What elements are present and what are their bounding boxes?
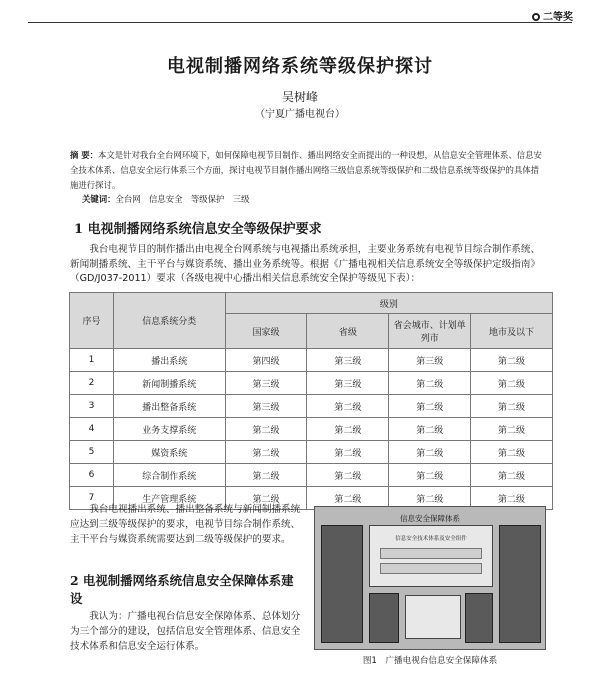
table-cell: 第二级	[389, 464, 471, 487]
table-cell: 第二级	[389, 395, 471, 418]
table-cell: 综合制作系统	[113, 464, 225, 487]
circle-icon	[532, 13, 540, 21]
paragraph-levels: 我台电视播出系统、播出整备系统与新闻制播系统应达到三级等级保护的要求，电视节目综合制作系统、主干平台与媒资系统需要达到二级等级保护的要求。	[70, 504, 301, 545]
table-cell: 6	[70, 464, 114, 487]
table-cell: 业务支撑系统	[113, 418, 225, 441]
table-row	[70, 349, 553, 372]
table-cell: 第二级	[307, 418, 389, 441]
security-level-table	[69, 292, 553, 510]
center-panel-label: 信息安全技术体系及安全组件	[395, 536, 467, 542]
affiliation: （宁夏广播电视台）	[255, 109, 345, 120]
table-subheader: 地市及以下	[471, 314, 553, 349]
table-cell: 第三级	[225, 372, 307, 395]
table-cell: 第二级	[389, 372, 471, 395]
table-row	[70, 441, 553, 464]
table-cell: 7	[70, 487, 114, 510]
section2-heading: 2 电视制播网络系统信息安全保障体系建设	[70, 573, 294, 606]
table-cell: 第二级	[307, 441, 389, 464]
paper-title: 电视制播网络系统等级保护探讨	[167, 56, 433, 77]
table-cell: 第二级	[471, 441, 553, 464]
keywords-label: 关键词：	[82, 194, 116, 204]
figure-title: 信息安全保障体系	[400, 514, 460, 523]
table-cell: 4	[70, 418, 114, 441]
sub-block	[465, 593, 493, 643]
section2-paragraph: 我认为：广播电视台信息安全保障体系、总体划分为三个部分的建设，包括信息安全管理体系、信息安全技术体系和信息安全运行体系。	[70, 611, 301, 652]
table-cell: 第二级	[307, 464, 389, 487]
table-row	[70, 372, 553, 395]
left-pillar	[321, 525, 363, 643]
table-subheader: 省级	[307, 314, 389, 349]
table-cell: 第二级	[307, 395, 389, 418]
keywords	[82, 193, 250, 205]
table-cell: 3	[70, 395, 114, 418]
table-cell: 第二级	[307, 487, 389, 510]
sub-block	[369, 593, 399, 643]
table-header-system: 信息系统分类	[113, 293, 225, 349]
table-cell: 生产管理系统	[113, 487, 225, 510]
panel-row	[380, 548, 482, 559]
table-cell: 播出整备系统	[113, 395, 225, 418]
center-panel	[369, 525, 493, 587]
table-subheader: 省会城市、计划单列市	[389, 314, 471, 349]
table-cell: 第三级	[225, 395, 307, 418]
table-cell: 媒资系统	[113, 441, 225, 464]
abstract	[70, 148, 546, 193]
table-header-seq: 序号	[70, 293, 114, 349]
table-cell: 第二级	[471, 487, 553, 510]
table-cell: 第三级	[307, 372, 389, 395]
abstract-label: 摘 要：	[70, 150, 99, 160]
figure-caption: 图1 广播电视台信息安全保障体系	[362, 656, 498, 666]
table-subheader: 国家级	[225, 314, 307, 349]
table-row	[70, 418, 553, 441]
figure-diagram	[314, 506, 546, 650]
table-cell: 新闻制播系统	[113, 372, 225, 395]
table-cell: 第二级	[471, 418, 553, 441]
award-badge: 二等奖	[532, 8, 573, 23]
abstract-text: 本文是针对我台全台网环境下，如何保障电视节目制作、播出网络安全而提出的一种设想，从信息安全管理体系、信息安全技术体系、信息安全运行体系三个方面，探讨电视节目制作播出网络三级信息系统等级保护和二级信息系统等级保护的具体措施进行探讨。	[70, 150, 542, 190]
table-cell: 第二级	[389, 487, 471, 510]
table-cell: 第二级	[225, 441, 307, 464]
table-cell: 播出系统	[113, 349, 225, 372]
table-cell: 5	[70, 441, 114, 464]
author: 吴树峰	[281, 90, 318, 104]
table-cell: 2	[70, 372, 114, 395]
table-cell: 第四级	[225, 349, 307, 372]
table-cell: 第二级	[471, 349, 553, 372]
section1-heading: 1 电视制播网络系统信息安全等级保护要求	[74, 222, 322, 237]
table-cell: 第三级	[389, 349, 471, 372]
sub-panel	[405, 595, 461, 639]
table-cell: 第二级	[389, 441, 471, 464]
table-cell: 第二级	[225, 487, 307, 510]
table-cell: 第三级	[307, 349, 389, 372]
table-cell: 1	[70, 349, 114, 372]
keywords-text: 全台网 信息安全 等级保护 三级	[115, 194, 250, 204]
table-cell: 第二级	[389, 418, 471, 441]
table-row	[70, 395, 553, 418]
table-cell: 第二级	[471, 464, 553, 487]
table-cell: 第二级	[471, 372, 553, 395]
panel-row	[380, 563, 482, 574]
right-pillar	[499, 525, 541, 643]
table-cell: 第二级	[471, 395, 553, 418]
table-cell: 第二级	[225, 464, 307, 487]
table-header-level: 级别	[225, 293, 552, 314]
section1-paragraph: 我台电视节目的制作播出由电视全台网系统与电视播出系统承担，主要业务系统有电视节目综合制作系统、新闻制播系统、主干平台与媒资系统、播出业务系统等。根据《广播电视相关信息系统安全等级保护定级指南》（GD/J037-2011）要求（各级电视中心播出相关信息系统安全保护等级见下表）：	[70, 244, 541, 285]
header-rule	[28, 22, 572, 23]
table-cell: 第二级	[225, 418, 307, 441]
table-row	[70, 464, 553, 487]
